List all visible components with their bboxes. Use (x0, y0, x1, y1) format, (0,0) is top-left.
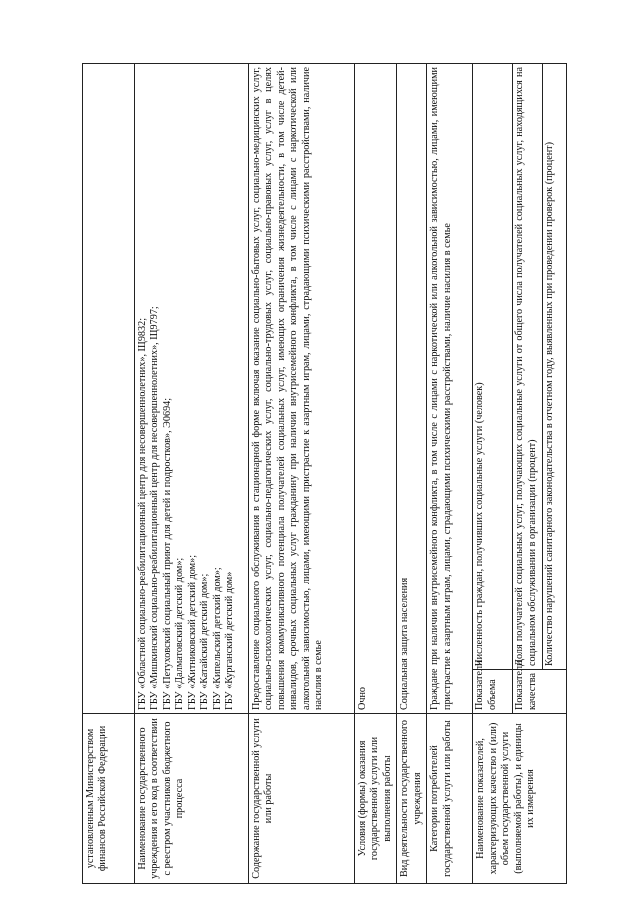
institution-item: ГБУ «Кипельский детский дом»; (211, 567, 223, 710)
service-content-value: Предоставление социального обслуживания в стационарной форме включая оказание социально-бытовых услуг, социально-медицинских услуг, социально-психологических услуг, социально-педагогических услуг, социально-трудовых услуг, социально-правовых услуг, услуг в целях повышения коммуникативного потенциала получателей социальных услуг, имеющих ограничения жизнедеятельности, в том числе детей-инвалидов, срочных социальных услуг гражданину при наличии внутрисемейного конфликта, в том числе с лицами с наркотической или алкогольной зависимостью, лицами, имеющими пристрастие к азартным играм, лицами, страдающими психическими расстройствами, наличие насилия в семье (249, 64, 355, 714)
institution-item: ГБУ «Курганский детский дом» (224, 571, 236, 710)
institution-item: ГБУ «Областной социально-реабилитационный центр для несовершеннолетних», Щ9832; (137, 317, 148, 710)
quality-indicator-value: Количество нарушений санитарного законодательства в отчетном году, выявленных при проведении проверок (процент) (543, 64, 567, 670)
volume-indicator-value: Численность граждан, получивших социальные услуги (человек) (473, 64, 513, 670)
row-label-indicators: Наименование показателей, характеризующих качество и (или) объем государственной услуги (выполняемой работы), и единицы их измерения (473, 714, 567, 884)
table-row (397, 64, 427, 884)
institution-item: ГБУ «Далматовский детский дом»; (174, 557, 186, 710)
conditions-value: Очно (355, 64, 397, 714)
table-row (427, 64, 473, 884)
activity-value: Социальная защита населения (397, 64, 427, 714)
row-label-conditions: Условия (формы) оказания государственной услуги или выполнения работы (355, 714, 397, 884)
row-label-consumers: Категории потребителей государственной услуги или работы (427, 714, 473, 884)
quality-indicator-label: Показатели качества (513, 670, 567, 714)
table-row (83, 64, 135, 884)
table-row (473, 64, 513, 884)
institution-item: ГБУ «Мишкинский социально-реабилитационный центр для несовершеннолетних», Щ9797; (149, 306, 161, 710)
volume-indicator-label: Показатели объема (473, 670, 513, 714)
row-label-ministry: установленным Министерством финансов Российской Федерации (83, 714, 135, 884)
row-label-activity: Вид деятельности государственного учреждения (397, 714, 427, 884)
service-table (82, 63, 567, 884)
table-row (249, 64, 355, 884)
row-value-empty (83, 64, 135, 714)
institution-item: ГБУ «Петуховский социальный приют для детей и подростков», Э0694; (161, 397, 173, 710)
institution-item: ГБУ «Катайский детский дом»; (199, 573, 211, 710)
row-label-institution: Наименование государственного учреждения и его код в соответствии с реестром участников бюджетного процесса (135, 714, 249, 884)
institution-item: ГБУ «Житниковский детский дом»; (186, 554, 198, 710)
quality-indicator-value: Доля получателей социальных услуг, получающих социальные услуги от общего числа получателей социальных услуг, находящихся на социальном обслуживании в организации (процент) (513, 64, 543, 670)
rotated-document (82, 64, 562, 884)
table-row (135, 64, 249, 884)
row-label-service-content: Содержание государственной услуги или работы (249, 714, 355, 884)
consumers-value: Граждане при наличии внутрисемейного конфликта, в том числе с лицами с наркотической или алкогольной зависимостью, лицами, имеющими пристрастие к азартным играм, лицами, страдающими психическими расстройствами, наличие насилия в семье (427, 64, 473, 714)
institution-list (135, 64, 249, 714)
table-row (355, 64, 397, 884)
